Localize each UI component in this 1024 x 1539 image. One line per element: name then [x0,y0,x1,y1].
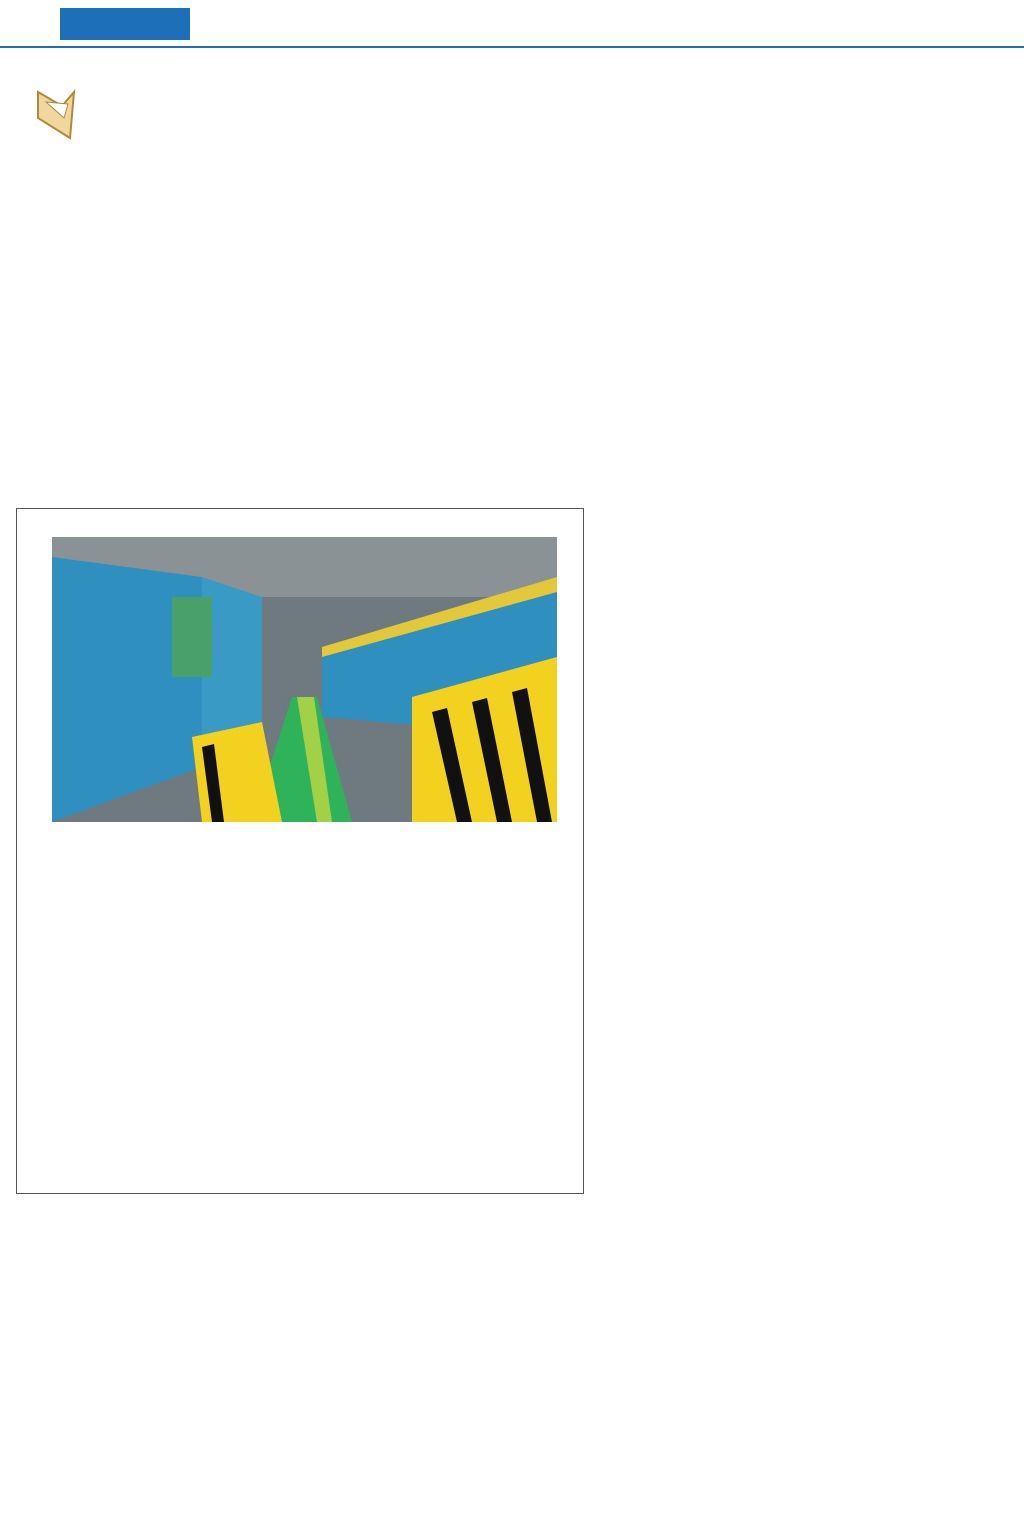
column-tag-logo [34,88,184,144]
photo-corridor [52,537,557,822]
header-rule [0,46,1024,48]
corridor-image [52,537,557,822]
ribbon-icon [34,88,184,144]
section-label [60,8,190,40]
